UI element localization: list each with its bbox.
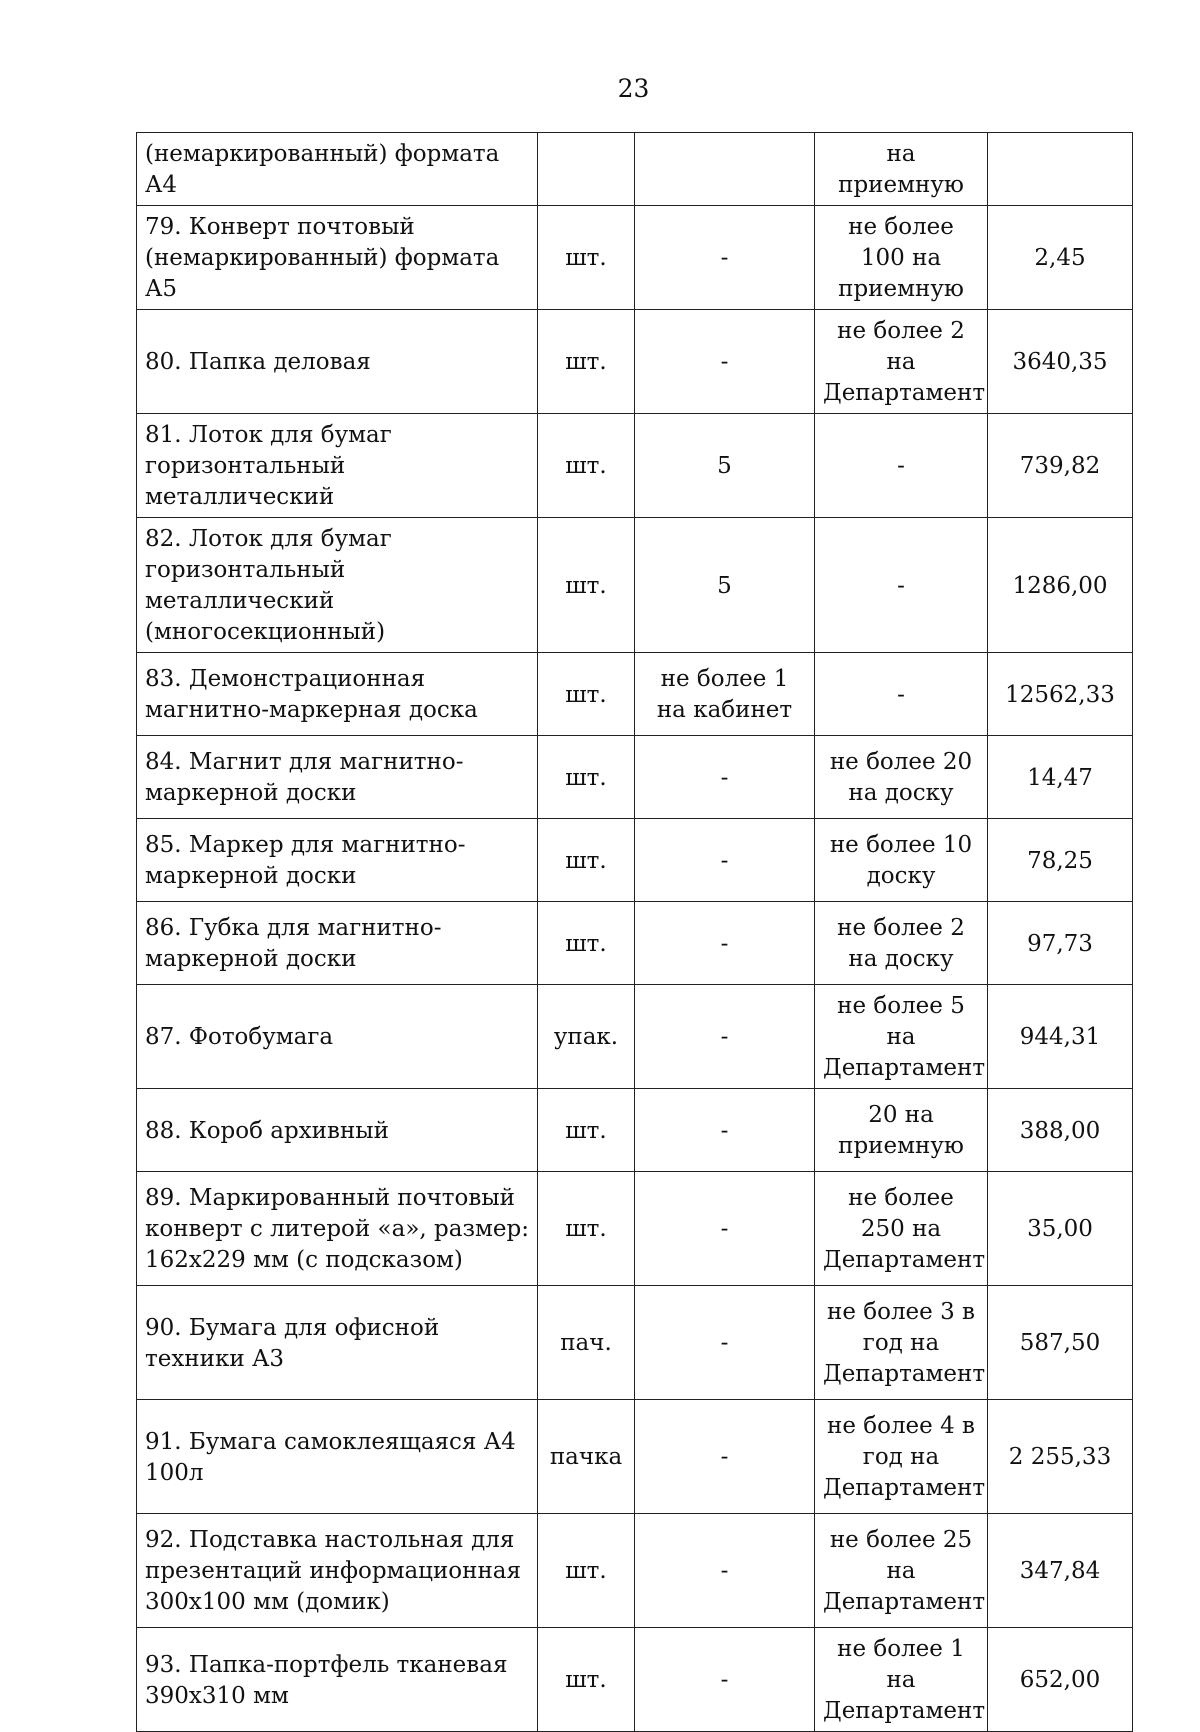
item-price: 35,00 bbox=[988, 1172, 1133, 1286]
item-norm-b: не более 25 на Департамент bbox=[815, 1514, 988, 1628]
item-norm-a: - bbox=[635, 1514, 815, 1628]
item-price: 587,50 bbox=[988, 1286, 1133, 1400]
item-unit: шт. bbox=[538, 1089, 635, 1172]
table-row bbox=[137, 310, 1133, 414]
item-norm-a bbox=[635, 133, 815, 206]
item-unit: упак. bbox=[538, 985, 635, 1089]
item-price: 347,84 bbox=[988, 1514, 1133, 1628]
item-unit: шт. bbox=[538, 819, 635, 902]
table-row bbox=[137, 653, 1133, 736]
item-price bbox=[988, 133, 1133, 206]
item-unit: шт. bbox=[538, 736, 635, 819]
table-row bbox=[137, 1286, 1133, 1400]
page-number: 23 bbox=[617, 74, 650, 103]
item-norm-a: - bbox=[635, 1400, 815, 1514]
item-norm-b: не более 10 доску bbox=[815, 819, 988, 902]
item-norm-a: - bbox=[635, 736, 815, 819]
item-norm-b: не более 5 на Департамент bbox=[815, 985, 988, 1089]
item-unit bbox=[538, 133, 635, 206]
item-name: 92. Подставка настольная для презентаций информационная 300х100 мм (домик) bbox=[137, 1514, 538, 1628]
item-price: 652,00 bbox=[988, 1628, 1133, 1732]
item-norm-b: 20 на приемную bbox=[815, 1089, 988, 1172]
item-norm-a: - bbox=[635, 902, 815, 985]
item-norm-a: - bbox=[635, 1286, 815, 1400]
item-unit: шт. bbox=[538, 310, 635, 414]
item-norm-a: - bbox=[635, 819, 815, 902]
table-row bbox=[137, 1172, 1133, 1286]
table-row bbox=[137, 206, 1133, 310]
item-price: 14,47 bbox=[988, 736, 1133, 819]
supplies-table bbox=[136, 132, 1133, 1732]
item-name: 85. Маркер для магнитно-маркерной доски bbox=[137, 819, 538, 902]
item-name: 86. Губка для магнитно-маркерной доски bbox=[137, 902, 538, 985]
table-row bbox=[137, 736, 1133, 819]
item-name: 91. Бумага самоклеящаяся А4 100л bbox=[137, 1400, 538, 1514]
item-name: 83. Демонстрационная магнитно-маркерная доска bbox=[137, 653, 538, 736]
item-name: 81. Лоток для бумаг горизонтальный металлический bbox=[137, 414, 538, 518]
item-name: 84. Магнит для магнитно-маркерной доски bbox=[137, 736, 538, 819]
item-name: 79. Конверт почтовый (немаркированный) формата А5 bbox=[137, 206, 538, 310]
item-price: 2 255,33 bbox=[988, 1400, 1133, 1514]
item-price: 78,25 bbox=[988, 819, 1133, 902]
table-row bbox=[137, 902, 1133, 985]
item-norm-b: - bbox=[815, 653, 988, 736]
item-price: 944,31 bbox=[988, 985, 1133, 1089]
item-norm-a: - bbox=[635, 985, 815, 1089]
item-norm-a: - bbox=[635, 1172, 815, 1286]
item-norm-a: - bbox=[635, 310, 815, 414]
item-unit: шт. bbox=[538, 1514, 635, 1628]
item-norm-b: не более 1 на Департамент bbox=[815, 1628, 988, 1732]
item-unit: пачка bbox=[538, 1400, 635, 1514]
item-name: 93. Папка-портфель тканевая 390х310 мм bbox=[137, 1628, 538, 1732]
item-unit: шт. bbox=[538, 518, 635, 653]
item-name: (немаркированный) формата А4 bbox=[137, 133, 538, 206]
item-norm-b: не более 4 в год на Департамент bbox=[815, 1400, 988, 1514]
item-unit: шт. bbox=[538, 1628, 635, 1732]
item-norm-b: не более 250 на Департамент bbox=[815, 1172, 988, 1286]
item-price: 388,00 bbox=[988, 1089, 1133, 1172]
table-row bbox=[137, 819, 1133, 902]
table-row bbox=[137, 518, 1133, 653]
item-unit: пач. bbox=[538, 1286, 635, 1400]
item-norm-b: на приемную bbox=[815, 133, 988, 206]
item-name: 90. Бумага для офисной техники А3 bbox=[137, 1286, 538, 1400]
table-row bbox=[137, 985, 1133, 1089]
item-name: 89. Маркированный почтовый конверт с литерой «а», размер: 162х229 мм (с подсказом) bbox=[137, 1172, 538, 1286]
item-norm-a: 5 bbox=[635, 414, 815, 518]
item-name: 82. Лоток для бумаг горизонтальный металлический (многосекционный) bbox=[137, 518, 538, 653]
item-norm-b: не более 2 на Департамент bbox=[815, 310, 988, 414]
table-row bbox=[137, 1514, 1133, 1628]
item-name: 80. Папка деловая bbox=[137, 310, 538, 414]
table-row bbox=[137, 1628, 1133, 1732]
item-unit: шт. bbox=[538, 902, 635, 985]
item-name: 87. Фотобумага bbox=[137, 985, 538, 1089]
item-unit: шт. bbox=[538, 653, 635, 736]
item-norm-b: - bbox=[815, 518, 988, 653]
item-norm-a: - bbox=[635, 206, 815, 310]
item-norm-a: не более 1 на кабинет bbox=[635, 653, 815, 736]
item-unit: шт. bbox=[538, 414, 635, 518]
table-row bbox=[137, 133, 1133, 206]
item-norm-a: 5 bbox=[635, 518, 815, 653]
item-norm-b: не более 20 на доску bbox=[815, 736, 988, 819]
item-norm-b: не более 3 в год на Департамент bbox=[815, 1286, 988, 1400]
item-norm-a: - bbox=[635, 1089, 815, 1172]
item-name: 88. Короб архивный bbox=[137, 1089, 538, 1172]
item-unit: шт. bbox=[538, 1172, 635, 1286]
table-row bbox=[137, 1400, 1133, 1514]
item-price: 2,45 bbox=[988, 206, 1133, 310]
table-row bbox=[137, 1089, 1133, 1172]
item-price: 1286,00 bbox=[988, 518, 1133, 653]
item-norm-a: - bbox=[635, 1628, 815, 1732]
table-row bbox=[137, 414, 1133, 518]
item-norm-b: не более 2 на доску bbox=[815, 902, 988, 985]
item-unit: шт. bbox=[538, 206, 635, 310]
item-norm-b: - bbox=[815, 414, 988, 518]
item-price: 97,73 bbox=[988, 902, 1133, 985]
item-price: 12562,33 bbox=[988, 653, 1133, 736]
item-price: 739,82 bbox=[988, 414, 1133, 518]
item-price: 3640,35 bbox=[988, 310, 1133, 414]
item-norm-b: не более 100 на приемную bbox=[815, 206, 988, 310]
